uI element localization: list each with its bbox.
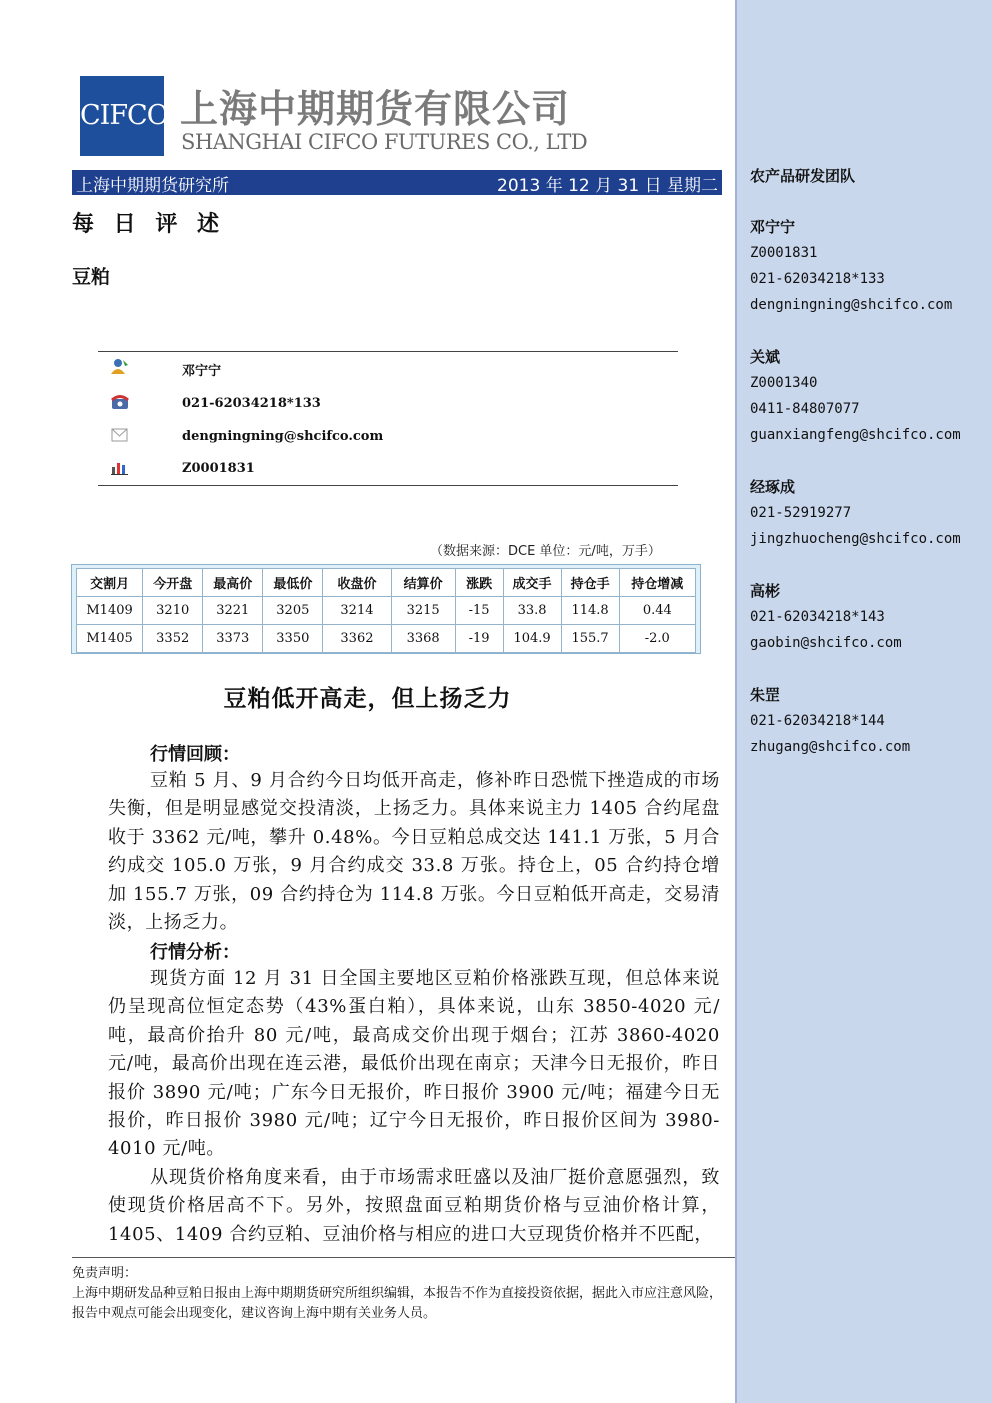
report-title: 每 日 评 述 — [72, 212, 225, 237]
institute-name: 上海中期期货研究所 — [76, 176, 229, 196]
table-cell: 3362 — [323, 625, 391, 653]
envelope-icon — [110, 427, 130, 443]
author-box — [98, 351, 678, 486]
phone-icon — [110, 394, 130, 410]
table-cell: 0.44 — [619, 597, 695, 625]
contact-line: Z0001831 — [750, 245, 818, 261]
contact-name: 邓宁宁 — [750, 218, 796, 236]
table-header: 最低价 — [263, 569, 323, 597]
contact-email[interactable]: zhugang@shcifco.com — [750, 739, 911, 755]
sidebar-contact — [750, 214, 952, 318]
sidebar-contact — [750, 682, 910, 760]
author-name: 邓宁宁 — [182, 364, 222, 379]
contact-line: 021-62034218*133 — [750, 271, 885, 287]
article-headline: 豆粕低开高走，但上扬乏力 — [223, 686, 512, 712]
table-header: 持仓增减 — [619, 569, 695, 597]
person-icon — [110, 358, 130, 374]
table-header: 今开盘 — [143, 569, 203, 597]
author-license: Z0001831 — [182, 461, 255, 476]
table-cell: 3205 — [263, 597, 323, 625]
table-header: 涨跌 — [455, 569, 503, 597]
paragraph-analysis-1: 现货方面 12 月 31 日全国主要地区豆粕价格涨跌互现，但总体来说仍呈现高位恒定态势（43%蛋白粕），具体来说，山东 3850-4020 元/吨，最高价抬升 80 元/吨，最高成交价出现于烟台；江苏 3860-4020 元/吨，最高价出现在连云港，最低价出现在南京；天津今日无报价，昨日报价 3890 元/吨；广东今日无报价，昨日报价 3900 元/吨；福建今日无报价，昨日报价 3980 元/吨；辽宁今日无报价，昨日报价区间为 3980-4010 元/吨。 — [108, 968, 720, 1160]
table-cell: 104.9 — [503, 625, 561, 653]
table-cell: 3373 — [203, 625, 263, 653]
contact-email[interactable]: dengningning@shcifco.com — [750, 297, 953, 313]
table-cell: M1409 — [77, 597, 143, 625]
table-cell: -19 — [455, 625, 503, 653]
quote-table — [76, 568, 696, 653]
table-cell: -15 — [455, 597, 503, 625]
header-bar — [72, 170, 722, 195]
sidebar — [735, 0, 992, 1403]
table-header: 持仓手 — [561, 569, 619, 597]
company-name-en: SHANGHAI CIFCO FUTURES CO., LTD — [181, 130, 588, 154]
quote-table-wrapper — [71, 564, 701, 654]
report-date: 2013 年 12 月 31 日 星期二 — [497, 176, 718, 196]
sidebar-contact — [750, 578, 902, 656]
table-row — [77, 597, 696, 625]
sidebar-contact — [750, 474, 961, 552]
contact-line: 021-52919277 — [750, 505, 852, 521]
disclaimer-text: 上海中期研发品种豆粕日报由上海中期期货研究所组织编辑，本报告不作为直接投资依据，据此入市应注意风险，报告中观点可能会出现变化，建议咨询上海中期有关业务人员。 — [72, 1286, 723, 1321]
paragraph-analysis-2: 从现货价格角度来看，由于市场需求旺盛以及油厂挺价意愿强烈，致使现货价格居高不下。另外，按照盘面豆粕期货价格与豆油价格计算，1405、1409 合约豆粕、豆油价格与相应的进口大豆现货价格并不匹配， — [108, 1167, 720, 1245]
contact-line: 021-62034218*144 — [750, 713, 885, 729]
chart-icon — [110, 459, 130, 475]
table-header-row — [77, 569, 696, 597]
table-cell: 3368 — [391, 625, 455, 653]
section-heading-analysis: 行情分析： — [150, 942, 240, 963]
table-cell: 3352 — [143, 625, 203, 653]
table-header: 最高价 — [203, 569, 263, 597]
contact-line: Z0001340 — [750, 375, 818, 391]
company-name-cn: 上海中期期货有限公司 — [180, 87, 571, 131]
table-header: 交割月 — [77, 569, 143, 597]
contact-name: 高彬 — [750, 582, 781, 600]
contact-email[interactable]: jingzhuocheng@shcifco.com — [750, 531, 961, 547]
logo-text: CIFCO — [80, 100, 168, 131]
contact-line: 0411-84807077 — [750, 401, 860, 417]
contact-name: 关斌 — [750, 348, 781, 366]
table-cell: 3350 — [263, 625, 323, 653]
table-header: 结算价 — [391, 569, 455, 597]
table-cell: 33.8 — [503, 597, 561, 625]
table-row — [77, 625, 696, 653]
contact-name: 朱罡 — [750, 686, 781, 704]
sidebar-team-title: 农产品研发团队 — [750, 167, 856, 185]
table-header: 成交手 — [503, 569, 561, 597]
contact-email[interactable]: gaobin@shcifco.com — [750, 635, 902, 651]
company-logo — [80, 76, 168, 156]
section-heading-review: 行情回顾： — [150, 744, 240, 765]
contact-name: 经琢成 — [750, 478, 796, 496]
table-cell: 3221 — [203, 597, 263, 625]
author-email: dengningning@shcifco.com — [182, 429, 384, 444]
disclaimer — [72, 1264, 727, 1324]
contact-email[interactable]: guanxiangfeng@shcifco.com — [750, 427, 961, 443]
disclaimer-divider — [72, 1257, 735, 1258]
table-cell: 3215 — [391, 597, 455, 625]
table-cell: 155.7 — [561, 625, 619, 653]
author-phone: 021-62034218*133 — [182, 396, 321, 411]
table-cell: M1405 — [77, 625, 143, 653]
disclaimer-title: 免责声明： — [72, 1266, 138, 1281]
table-header: 收盘价 — [323, 569, 391, 597]
contact-line: 021-62034218*143 — [750, 609, 885, 625]
data-source-note: （数据来源：DCE 单位：元/吨，万手） — [430, 544, 661, 559]
table-cell: 3214 — [323, 597, 391, 625]
table-cell: 114.8 — [561, 597, 619, 625]
product-name: 豆粕 — [72, 266, 111, 288]
table-cell: 3210 — [143, 597, 203, 625]
paragraph-review: 豆粕 5 月、9 月合约今日均低开高走，修补昨日恐慌下挫造成的市场失衡，但是明显感觉交投清淡，上扬乏力。具体来说主力 1405 合约尾盘收于 3362 元/吨，攀升 0.48%。今日豆粕总成交达 141.1 万张，5 月合约成交 105.0 万张，9 月合约成交 33.8 万张。持仓上，05 合约持仓增加 155.7 万张，09 合约持仓为 114.8 万张。今日豆粕低开高走，交易清淡，上扬乏力。 — [108, 770, 720, 934]
sidebar-contact — [750, 344, 961, 448]
table-cell: -2.0 — [619, 625, 695, 653]
